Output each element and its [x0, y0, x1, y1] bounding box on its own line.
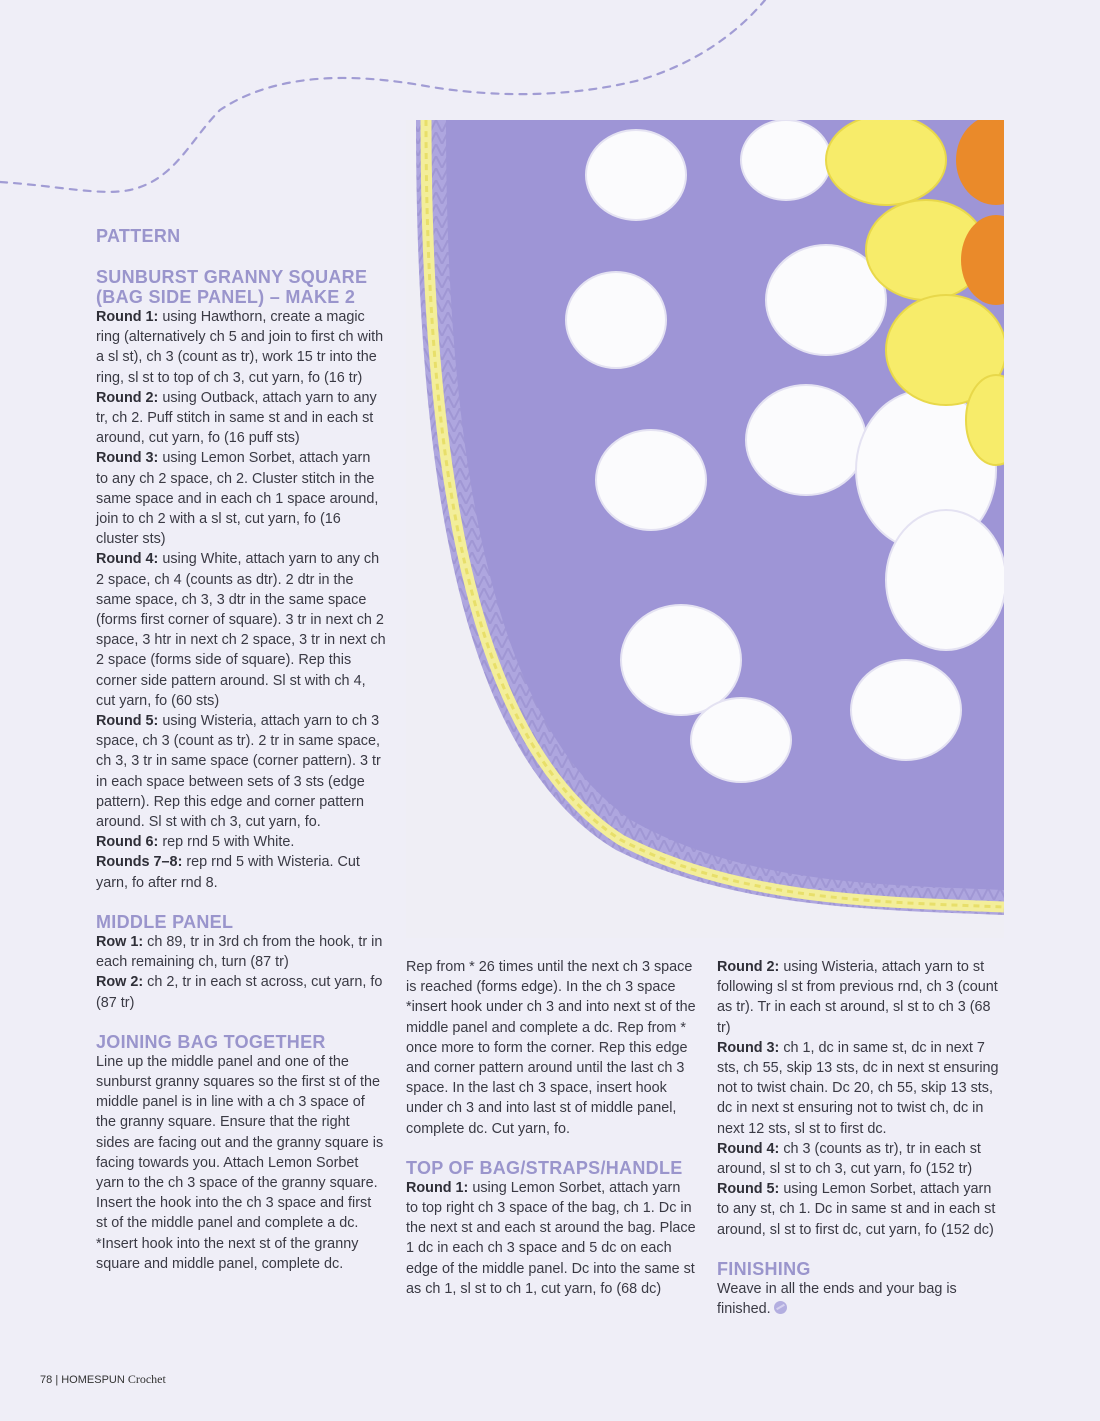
round-instruction	[717, 1179, 1007, 1240]
joining-heading: JOINING BAG TOGETHER	[96, 1031, 326, 1052]
top-round-1-label: Round 1:	[406, 1179, 469, 1196]
page-footer	[40, 1372, 166, 1387]
row-instruction-text: ch 2, tr in each st across, cut yarn, fo (87 tr)	[96, 974, 383, 1011]
sunburst-heading-line1: SUNBURST GRANNY SQUARE	[96, 267, 368, 287]
round-instruction	[96, 832, 386, 852]
finishing-body: Weave in all the ends and your bag is finished.	[717, 1280, 957, 1318]
round-instruction-text: using Wisteria, attach yarn to ch 3 space, ch 3 (count as tr). 2 tr in same space, ch 3, 3 tr in same space (corner pattern). 3 tr in each space between sets of 3 sts (edge pattern). Rep this edge and corner pattern around. Sl st with ch 3, cut yarn, fo.	[96, 713, 381, 831]
round-instruction-text: using Outback, attach yarn to any tr, ch 2. Puff stitch in same st and in each st around, cut yarn, fo (16 puff sts)	[96, 389, 377, 447]
top-of-bag-heading: TOP OF BAG/STRAPS/HANDLE	[406, 1157, 683, 1178]
sunburst-rounds	[96, 307, 386, 893]
magazine-name: HOMESPUN	[61, 1374, 125, 1386]
round-instruction-text: using Hawthorn, create a magic ring (alternatively ch 5 and join to first ch with a sl st), ch 3 (count as tr), work 15 tr into the ring, sl st to top of ch 3, cut yarn, fo (16 tr)	[96, 309, 384, 386]
yarn-ball-icon	[774, 1301, 787, 1314]
round-instruction	[96, 307, 386, 388]
round-instruction-text: using Lemon Sorbet, attach yarn to any ch 2 space, ch 2. Cluster stitch in the same space and in each ch 1 space around, join to ch 2 with a sl st, cut yarn, fo (16 cluster sts)	[96, 450, 379, 548]
row-instruction-text: ch 89, tr in 3rd ch from the hook, tr in each remaining ch, turn (87 tr)	[96, 933, 383, 971]
round-instruction-text: rep rnd 5 with Wisteria. Cut yarn, fo after rnd 8.	[96, 854, 360, 891]
round-instruction	[96, 852, 386, 892]
crochet-granny-square-photo	[406, 120, 1004, 938]
magazine-suffix: Crochet	[127, 1372, 166, 1386]
middle-panel-heading: MIDDLE PANEL	[96, 911, 234, 932]
round-instruction	[96, 448, 386, 549]
round-instruction	[717, 1139, 1007, 1179]
row-instruction	[96, 932, 386, 972]
round-instruction-label: Round 5:	[96, 713, 159, 730]
finishing-text	[717, 1279, 1007, 1319]
round-instruction-label: Round 5:	[717, 1181, 780, 1198]
column-middle	[406, 957, 696, 1299]
round-instruction-text: rep rnd 5 with White.	[158, 834, 295, 851]
row-instruction	[96, 972, 386, 1012]
row-instruction-label: Row 1:	[96, 933, 144, 950]
round-instruction	[96, 549, 386, 711]
round-instruction	[717, 1038, 1007, 1139]
round-instruction	[96, 388, 386, 449]
top-rounds	[717, 957, 1007, 1240]
middle-panel-rows	[96, 932, 386, 1013]
round-instruction-label: Round 4:	[96, 551, 159, 568]
round-instruction-text: using White, attach yarn to any ch 2 space, ch 4 (counts as dtr). 2 dtr in the same space, ch 3, 3 dtr in the same space (forms first corner of square). 3 tr in next ch 2 space, 3 htr in next ch 2 space, 3 tr in next ch 2 space (forms side of square). Rep this corner side pattern around. Sl st with ch 4, cut yarn, fo (60 sts)	[96, 551, 386, 709]
round-instruction-label: Round 3:	[717, 1039, 780, 1056]
column-left	[96, 226, 386, 1274]
pattern-heading: PATTERN	[96, 226, 181, 246]
sunburst-heading-line2: (BAG SIDE PANEL) – MAKE 2	[96, 287, 356, 307]
page-number: 78	[40, 1374, 53, 1386]
round-instruction-label: Round 6:	[96, 834, 159, 851]
joining-text: Line up the middle panel and one of the sunburst granny squares so the first st of the middle panel is in line with a ch 3 space of the granny square. Ensure that the right sides are facing out and the granny square is facing towards you. Attach Lemon Sorbet yarn to the ch 3 space of the granny square. Insert the hook into the ch 3 space and first st of the middle panel and complete a dc. *Insert hook into the next st of the granny square and middle panel, complete dc.	[96, 1053, 384, 1272]
top-round-1	[406, 1178, 696, 1299]
round-instruction-label: Round 3:	[96, 450, 159, 467]
round-instruction-text: using Lemon Sorbet, attach yarn to any st, ch 1. Dc in same st and in each st around, sl st to first dc, cut yarn, fo (152 dc)	[717, 1181, 996, 1238]
top-round-1-text: using Lemon Sorbet, attach yarn to top right ch 3 space of the bag, ch 1. Dc in the next st and each st around the bag. Place 1 dc in each ch 3 space and 5 dc on each edge of the middle panel. Dc into the same st as ch 1, sl st to ch 1, cut yarn, fo (68 dc)	[406, 1179, 696, 1297]
footer-separator: |	[55, 1374, 59, 1386]
round-instruction	[717, 957, 1007, 1038]
round-instruction-text: ch 3 (counts as tr), tr in each st around, sl st to ch 3, cut yarn, fo (152 tr)	[717, 1140, 981, 1178]
finishing-heading: FINISHING	[717, 1258, 811, 1279]
round-instruction	[96, 711, 386, 832]
round-instruction-text: ch 1, dc in same st, dc in next 7 sts, ch 55, skip 13 sts, dc in next st ensuring not to twist chain. Dc 20, ch 55, skip 13 sts, dc in next st ensuring not to twist ch, dc in next 12 sts, sl st to first dc.	[717, 1039, 999, 1137]
row-instruction-label: Row 2:	[96, 974, 144, 991]
round-instruction-label: Round 2:	[717, 959, 780, 975]
round-instruction-label: Rounds 7–8:	[96, 854, 183, 871]
round-instruction-label: Round 2:	[96, 389, 159, 406]
round-instruction-label: Round 4:	[717, 1140, 780, 1157]
column-right	[717, 957, 1007, 1319]
round-instruction-label: Round 1:	[96, 309, 159, 325]
joining-continued-text: Rep from * 26 times until the next ch 3 space is reached (forms edge). In the ch 3 space *insert hook under ch 3 and into next st of the middle panel and complete a dc. Rep from * once more to form the corner. Rep this edge and corner pattern around until the last ch 3 space. In the last ch 3 space, insert hook under ch 3 and into last st of middle panel, complete dc. Cut yarn, fo.	[406, 959, 696, 1137]
round-instruction-text: using Wisteria, attach yarn to st following sl st from previous rnd, ch 3 (count as tr). Tr in each st around, sl st to ch 3 (68 tr)	[717, 959, 998, 1036]
